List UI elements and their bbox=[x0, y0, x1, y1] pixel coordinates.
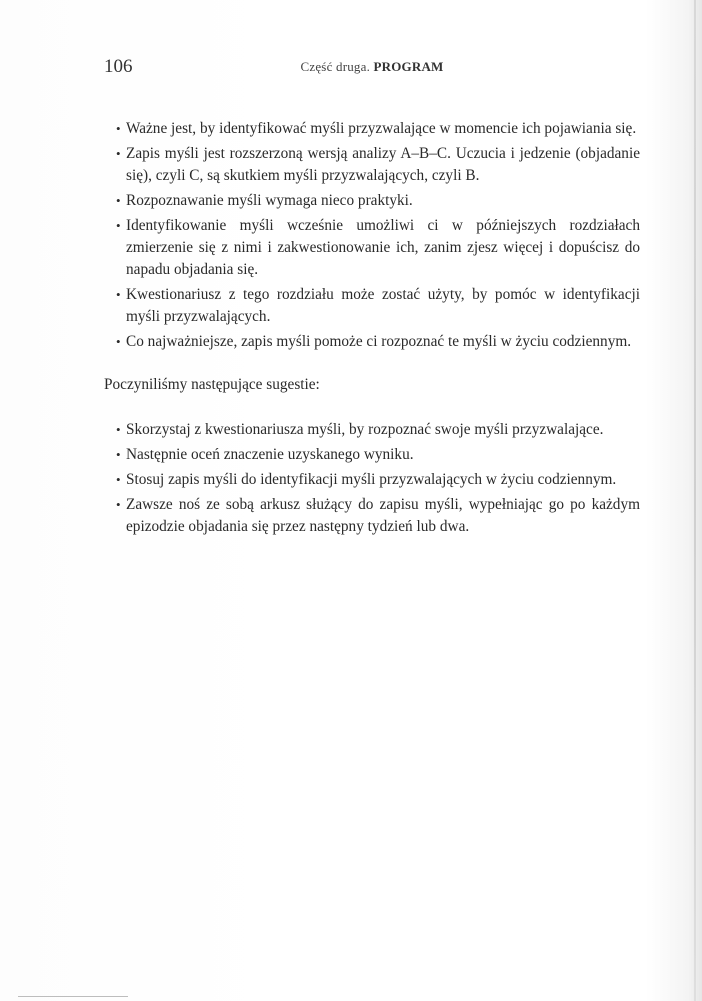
page-body bbox=[104, 118, 640, 541]
suggestion-item: • Następnie oceń znaczenie uzyskanego wyniku. bbox=[104, 444, 640, 466]
page-edge-shadow bbox=[694, 0, 696, 1001]
suggestion-item: • Skorzystaj z kwestionariusza myśli, by rozpoznać swoje myśli przyzwalające. bbox=[104, 419, 640, 441]
page-header bbox=[104, 56, 640, 80]
summary-item: • Co najważniejsze, zapis myśli pomoże ci rozpoznać te myśli w życiu codziennym. bbox=[104, 331, 640, 353]
suggestions-intro: Poczyniliśmy następujące sugestie: bbox=[104, 376, 320, 393]
suggestion-item: • Zawsze noś ze sobą arkusz służący do zapisu myśli, wypełniając go po każdym epizodzie objadania się przez następny tydzień lub dwa. bbox=[104, 494, 640, 538]
page-bottom-mark bbox=[18, 996, 128, 997]
suggestions-list bbox=[104, 419, 640, 538]
summary-item: • Zapis myśli jest rozszerzoną wersją analizy A–B–C. Uczucia i jedzenie (objadanie się), czyli C, są skutkiem myśli przyzwalających, czyli B. bbox=[104, 143, 640, 187]
page-number: 106 bbox=[104, 56, 133, 77]
summary-item: • Identyfikowanie myśli wcześnie umożliwi ci w późniejszych rozdziałach zmierzenie się z nimi i zakwestionowanie ich, zanim zjesz więcej i dopuścisz do napadu objadania się. bbox=[104, 215, 640, 281]
summary-item: • Ważne jest, by identyfikować myśli przyzwalające w momencie ich pojawiania się. bbox=[104, 118, 640, 140]
running-head bbox=[104, 59, 640, 75]
summary-item: • Kwestionariusz z tego rozdziału może zostać użyty, by pomóc w identyfikacji myśli przyzwalających. bbox=[104, 284, 640, 328]
summary-item: • Rozpoznawanie myśli wymaga nieco praktyki. bbox=[104, 190, 640, 212]
summary-list bbox=[104, 118, 640, 353]
running-head-prefix: Część druga. bbox=[300, 59, 371, 74]
suggestion-item: • Stosuj zapis myśli do identyfikacji myśli przyzwalających w życiu codziennym. bbox=[104, 469, 640, 491]
running-head-section: PROGRAM bbox=[373, 59, 444, 74]
